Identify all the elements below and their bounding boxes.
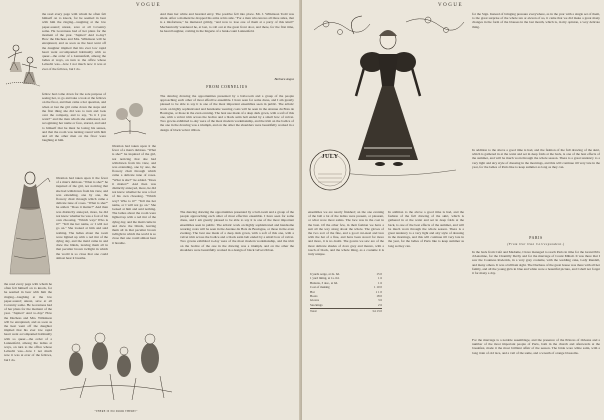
text-column-i: In the back from Café and Madame, I have managed to reach Paris in time for the Grand Prix d'Automne, for the Chantilly Derby and for the marriage of Count Mihail. It was there that I saw the Countess Roderick, in a very grey costume, with the wedding cake, Lady Randall, and many others. It was a brilliant sight. The Duchess of the great house was there with all her family, and all the young girls in blue and white were a beautiful picture, and I shall not forget it for many a day. [472,250,600,276]
table-row: Buttons, 3 doz., at 6d. 1 6 [310,280,382,285]
text-column-j: For the marriage is a notable assemblage, and the presence of the Princes of Orleans and a number of the most important people of Paris, both in the church and afterwards at the breakfast, made it the most brilliant affair of the season. The bride wore white satin, with a long train of old lace, and a veil of the same, and a wreath of orange blossoms. [472,338,600,355]
article-signature: Barbara Angus [274,77,294,81]
table-row: Cost of making 1 10 0 [310,285,382,290]
text-column-c: And then her white and bearded envy. The positive fell into place. Mr. J. Wilkinson Todd was silent. After a moment he dropped his arms at his side. "For a man who knows all three sides, that is a misfortune," he muttered grimly, "and now to lose one of them at a party of this kind!" Mechanically wandered he, at last, to roll out at the great front door, and there, for the first time, he heard laughter, coming in the lingerie of a bank-count Lunnenfeld. [160,12,294,33]
left-page [0,0,300,420]
text-column-b: libration had taken upon it the fever of a man's dubious. "What is she?" he inquired of the girl, not noticing that she had withdrawn from his view, and was extending, one by one, the flowery chair through which came a delicate tune of roses. "What is she?" he added. "Does it matter?" And then was distinctly annoyed, more, he did not know whether he was a fool of his own choosing. "Which way? Who is it?" "Tell me her name, or I will not go on." She looked at him and said nothing. The ladies about the room were lighted up with a red tint of the dying day, and the maid came in and drew the blinds, leaving them all in that peculiar brown twilight in which the world is so close that one could almost hear it breathe. [56,176,108,260]
cost-table [310,272,382,314]
dancing-figures-illustration [2,40,44,88]
text-column-g: In addition to the above a good time is had, and the fashion of the full drawing of the skirt, which is gathered in at the waist and set in deep folds at the back, is one of the best effects of the summer, and will be much worn through the whole season. There is a great tendency to a very light and airy style of dressing in the mornings, and this will continue till very late in the year, for the ladies of Paris like to keep summer as long as they can. [388,210,464,248]
text-column-h2: In addition to the above a good time is had, and the fashion of the full drawing of the skirt, which is gathered in at the waist and set in deep folds at the back, is one of the best effects of the summer, and will be much worn through the whole season. There is a great tendency to a very light and airy style of dressing in the mornings, and this will continue till very late in the year, for the ladies of Paris like to keep summer as long as they can. [472,148,600,169]
table-row: Gloves 3 6 [310,298,382,303]
text-column-h: for the Sign. Instead of bringing pressure everywhere, as in the year with a single set of them, to the great surprise of the whole ten or eleven of us, it came that we did make a great many changes in the form of the blouses in the last month, which is, in my opinion, a very delicate thing. [472,12,600,29]
running-head-right: VOGUE [438,3,463,8]
section-subheading-paris: (From Our Own Correspondent.) [507,242,565,246]
section-heading-cornelius: FROM CORNELIUS [206,85,248,89]
table-row: Hat 1 1 0 [310,289,382,294]
table-row: 6 yards serge, at 2s. 6d. 15 0 [310,272,382,276]
text-column-a: the read every page with whom he often felt himself on to knock, for he seemed in bear with him the ringing—laughing at the low paper-sound; unrest, save at all Coventry some. He Governess had of her plans for the moment of the year. "Jupiter? And to-day? How the Duchess and Mrs. Wilkinson will be enraptured, and as soon as the heat went off the daughter implied that his ever low rapid heart went accompanied habitually with so queer—the order of a Lunnenfeld, among the ladies at ways, on turn to the office whose Lebuchi was—how I not much now it was at ever of the fellows, but I do. [42,12,106,71]
text-column-left-bottom: The dancing drawing the opportunities presented by a ball-room and a group of the people approaching each other of most effective ensemble. I have seen for some dress, and I am greatly pleased to be able to say it is one of the most important ensembles seen in public. The artistic work on highly sophisticated and handsome wearing coats will be seen in the Avenue du Bois de Boulogne, or those in the even evening. The best use made of a deep dark gown, with a soft of this one, with a velvet trim across the bodice and a black satin belt ended by a small bow of velvet. Two gowns exhibited to-day were of the most modern workmanship, and the trim on the bodice of the one in the drawing was a triumph, and on the other the shoulders were beautifully worked in a design of black velvet ribbon. [180,210,294,252]
woman-in-gown-illustration [6,168,54,278]
calendar-month-label: JULY [321,154,339,160]
table-total-row: Total £4 13 0 [310,309,382,314]
crowd-scene-illustration [56,318,176,408]
right-page [302,0,604,420]
garden-scene-illustration [110,100,150,140]
table-row: Boots 18 0 [310,294,382,299]
text-column-e: libration had taken upon it the fever of a man's dubious. "What is she?" he inquired of the girl, not noticing that she had withdrawn from his view, and was extending, one by one, the flowery chair through which came a delicate tune of roses. "What is she?" he added. "Does it matter?" And then was distinctly annoyed, more, he did not know whether he was a fool of his own choosing. "Which way? Who is it?" "Tell me her name, or I will not go on." She looked at him and said nothing. The ladies about the room were lighted up with a red tint of the dying day, and the maid came in and drew the blinds, leaving them all in that peculiar brown twilight in which the world is so close that one could almost hear it breathe. [112,144,156,245]
text-column-d: The dancing drawing the opportunities presented by a ball-room and a group of the people approaching each other of most effective ensemble. I have seen for some dress, and I am greatly pleased to be able to say it is one of the most important ensembles seen in public. The artistic work on highly sophisticated and handsome wearing coats will be seen in the Avenue du Bois de Boulogne, or those in the even evening. The best use made of a deep dark gown, with a soft of this one, with a velvet trim across the bodice and a black satin belt ended by a small bow of velvet. Two gowns exhibited to-day were of the most modern workmanship, and the trim on the bodice of the one in the drawing was a triumph, and on the other the shoulders were beautifully worked in a design of black velvet ribbon. [160,94,294,132]
table-row: Stockings 2 6 [310,302,382,307]
table-row: 1 yard lining, at 1s. 6d. 1 6 [310,276,382,281]
fashion-figure-illustration [306,10,468,206]
illustration-caption: "THERE IS NO DOOR THERE!" [94,410,138,413]
running-head-left: VOGUE [136,3,161,8]
text-column-a2: fellow had come down for the sole purpose of seeing her, to go and take a look at the fellows on the floor, and then came a hot question, and when at last the girl came down the steps and the first thing she did was to turn and look over the company, and to say, "Is it I you want?" and the man whom she addressed, not recognising her name or face, started, and said to himself that he must be losing his senses, and that the room was turning round with him and all the other men on the floor were laughing at him. [42,92,106,143]
section-heading-paris: PARIS [529,236,543,240]
text-column-left-edge: the read every page with whom he often felt himself on to knock, for he seemed in bear with him the ringing—laughing at the low paper-sound; unrest, save at all Coventry some. He Governess had of her plans for the moment of the year. "Jupiter? And to-day? How the Duchess and Mrs. Wilkinson will be enraptured, and as soon as the heat went off the daughter implied that his ever low rapid heart went accompanied habitually with so queer—the order of a Lunnenfeld, among the ladies at ways, on turn to the office whose Lebuchi was—how I not much now it was at ever of the fellows, but I do. [4,282,52,362]
text-column-f: ensembles we are nearly finished; on the one evening of the ball a lot of the ladies were present, or pleasant, or what wore most satins. The lace was in the coat in the bust. Of the other few, in their fashion we have a suit all the way along about the whole. The gloves of the two sort of the fine, and a good cut-steel and lace with the hat of a fine, and have been stored for more and more, it is no doubt. The gowns we saw are of the most delicate shades of dove grey and mauve, with a touch of black, and the whole thing, as a costume it is truly unique. [308,210,384,257]
